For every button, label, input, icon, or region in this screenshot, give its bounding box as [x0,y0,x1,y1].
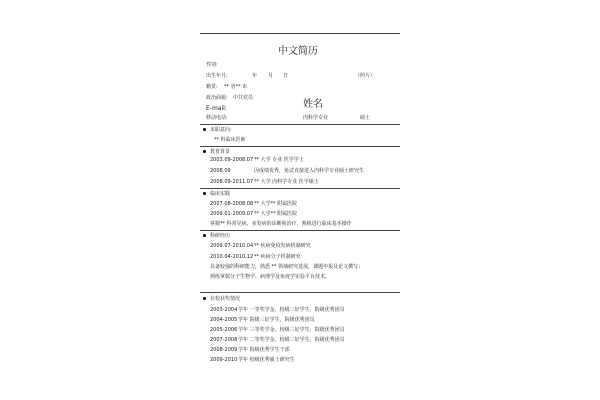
gender-label: 性别: [206,62,218,68]
research-detail: ** 疾病免疫发病机制研究 [254,243,311,249]
job-heading: 求职意向: [210,127,232,133]
education-date: 2008.09 [210,168,231,174]
clinical-date: 2009.01-2009.07 [210,211,254,217]
award-year: 2003-2004 [210,307,238,313]
education-date: 2008.09-2011.07 [210,179,254,185]
education-heading: 教育背景 [210,149,231,155]
award-year: 2005-2006 [210,327,238,333]
section-rule-awards [200,292,400,293]
award-year: 2004-2005 [210,317,238,323]
awards-heading: 在校获奖情况 [210,296,241,302]
section-rule-job [200,124,400,125]
education-date: 2003.09-2008.07 [210,157,254,163]
research-detail: ** 疾病分子机制研究 [254,254,301,260]
award-detail: 学年 院级三好学生，院级优秀团员 [238,317,315,323]
origin-label: 籍贯: [206,84,218,90]
job-value: ** 科临床医师 [214,137,246,143]
bullet-icon [203,128,206,131]
section-rule-education [200,146,400,147]
origin-value: ** 省** 市 [224,84,248,90]
degree-value: 硕士 [360,115,371,121]
education-detail: ** 大学 内科学专业 医学硕士 [254,179,319,185]
candidate-name: 姓名 [303,99,323,110]
bullet-icon [203,150,206,153]
clinical-note: 掌握** 科常见病、多发病的诊断和治疗，熟练进行临床基本操作 [210,221,352,227]
research-date: 2010.04-2010.12 [210,254,254,260]
bullet-icon [203,234,206,237]
clinical-detail: ** 大学** 附属医院 [254,211,298,217]
research-date: 2009.07-2010.04 [210,243,254,249]
bullet-icon [203,297,206,300]
education-detail: ** 大学 专业 医学学士 [254,157,304,163]
education-detail: 因成绩优秀，免试直接进入内科学专业硕士研究生 [254,168,365,174]
phone-label: 移动电话: [206,115,228,121]
research-heading: 科研经历 [210,233,231,239]
award-year: 2009-2010 [210,357,238,363]
birth-day: 日 [283,73,289,79]
clinical-heading: 临床实践 [210,191,231,197]
email-label: E-mail: [206,105,227,112]
section-rule-research [200,230,400,231]
award-detail: 学年 三等奖学金，校级三好学生，院级优秀团员 [238,327,345,333]
award-detail: 学年 一等奖学金，校级三好学生，院级优秀团员 [238,307,345,313]
clinical-date: 2007.08-2008.08 [210,201,254,207]
award-year: 2007-2008 [210,337,238,343]
major-value: 内科学专业 [303,115,329,121]
photo-placeholder: （照片） [355,73,376,79]
politics-value: 中共党员 [233,95,254,101]
politics-label: 政治面貌: [206,95,228,101]
research-note: 具备较强的科研能力，熟悉 ** 领域研究进展，课题申报及论文撰写； [210,264,364,270]
bullet-icon [203,192,206,195]
award-year: 2008-2009 [210,347,238,353]
award-detail: 学年 院级优秀学生干部 [238,347,290,353]
section-rule-clinical [200,188,400,189]
page-title: 中文简历 [278,46,318,57]
award-detail: 学年 二等奖学金，校级三好学生，院级优秀团员 [238,337,345,343]
birth-year: 年 [252,73,258,79]
clinical-detail: ** 大学** 附属医院 [254,201,298,207]
birth-label: 出生年月: [206,73,228,79]
birth-month: 月 [268,73,274,79]
top-rule [200,33,400,34]
award-detail: 学年 校级优秀硕士研究生 [238,357,295,363]
research-note: 熟练掌握分子生物学、病理学及免疫学实验平台技术。 [210,274,331,280]
